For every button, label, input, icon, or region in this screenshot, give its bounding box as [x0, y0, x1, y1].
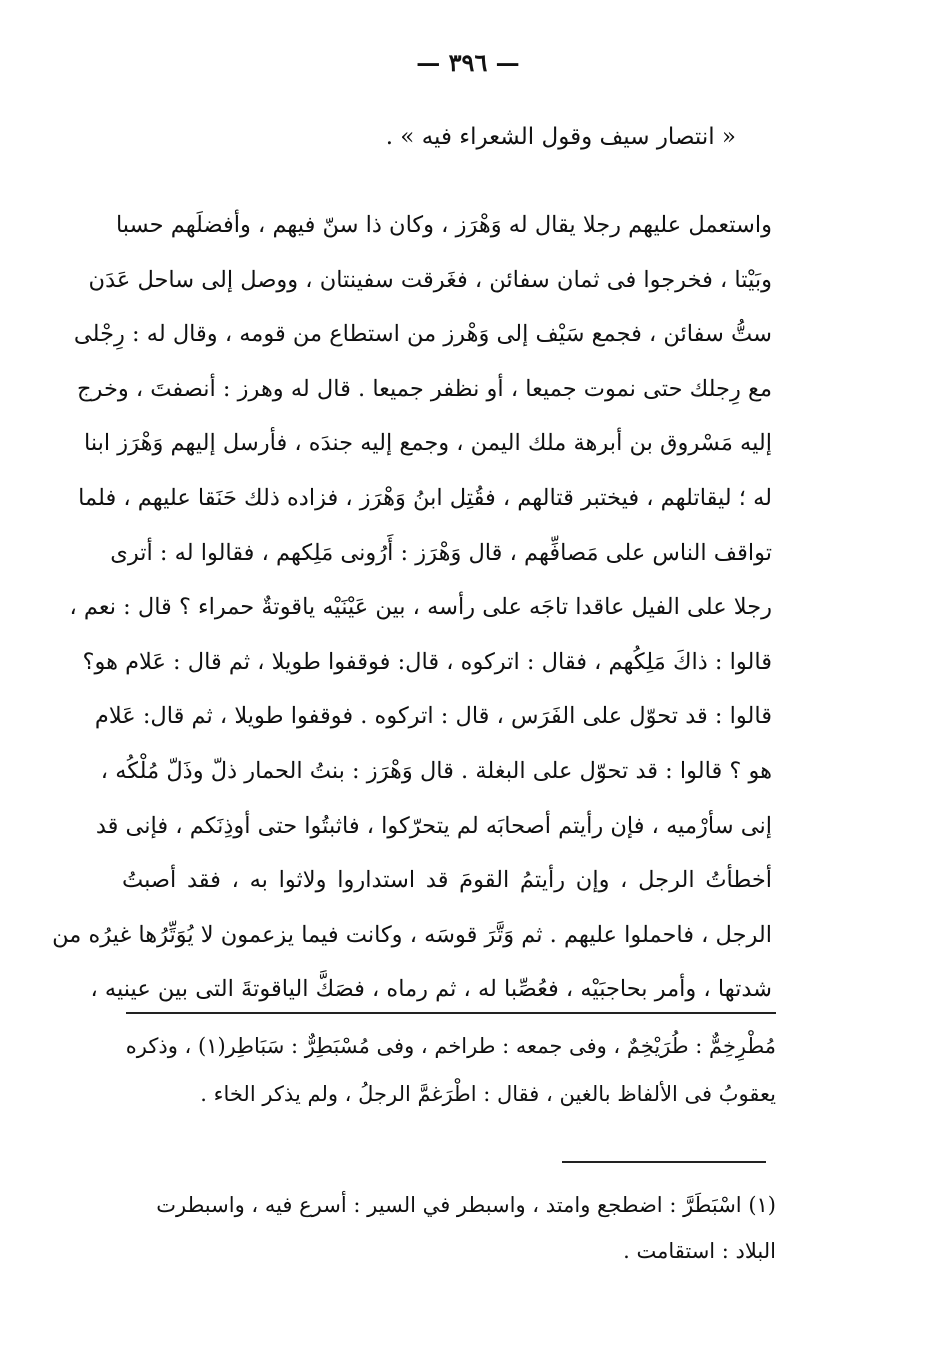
note-line: مُطْرِخِمٌّ : طُرَيْخِمٌ ، وفى جمعه : طراخم ، وفى مُسْبَطِرٌّ : سَبَاطِر(١) ، وذكره — [125, 1034, 776, 1058]
body-line: إنى سأرْميه ، فإن رأيتم أصحابَه لم يتحرّكوا ، فاثبتُوا حتى أوذِنَكم ، فإنى قد — [95, 812, 772, 839]
section-heading: « انتصار سيف وقول الشعراء فيه » . — [385, 124, 736, 150]
body-line: الرجل ، فاحملوا عليهم . ثم وَتَّرَ قوسَه ، وكانت فيما يزعمون لا يُوَتِّرُها غيرُه من — [52, 921, 772, 948]
page-number: — ٣٩٦ — — [416, 48, 520, 77]
footnote-line: البلاد : استقامت . — [623, 1239, 776, 1263]
footnote-divider — [562, 1161, 766, 1163]
body-line: قالوا : ذاكَ مَلِكُهم ، فقال : اتركوه ، قال: فوقفوا طويلا ، ثم قال : عَلام هو؟ — [82, 648, 772, 675]
body-line: إليه مَسْروق بن أبرهة ملك اليمن ، وجمع إليه جندَه ، فأرسل إليهم وَهْرَز ابنا — [83, 430, 772, 457]
body-line: وبَيْتا ، فخرجوا فى ثمان سفائن ، فغَرقت سفينتان ، ووصل إلى ساحل عَدَن — [88, 266, 772, 293]
footnote-block — [156, 1182, 776, 1274]
footnote-line: (١) اسْبَطَرَّ : اضطجع وامتد ، واسبطر في السير : أسرع فيه ، واسبطرت — [156, 1193, 776, 1217]
body-line: هو ؟ قالوا : قد تحوّل على البغلة . قال وَهْرَز : بنتُ الحمار ذلّ وذَلّ مُلْكُه ، — [100, 757, 772, 784]
body-line: مع رِجلك حتى نموت جميعا ، أو نظفر جميعا . قال له وهرز : أنصفتَ ، وخرج — [77, 375, 772, 402]
body-line: قالوا : قد تحوّل على الفَرَس ، قال : اتركوه . فوقفوا طويلا ، ثم قال: عَلام — [94, 703, 772, 730]
body-line: واستعمل عليهم رجلا يقال له وَهْرَز ، وكان ذا سنّ فيهم ، وأفضلَهم حسبا — [115, 212, 772, 238]
note-line: يعقوبُ فى الألفاظ بالغين ، فقال : اطْرَغمَّ الرجلُ ، ولم يذكر الخاء . — [200, 1082, 776, 1106]
notes-block — [125, 1022, 776, 1118]
body-line: له ؛ ليقاتلهم ، فيختبر قتالهم ، فقُتِل ابنُ وَهْرَز ، فزاده ذلك حَنَقا عليهم ، فلما — [78, 484, 772, 511]
body-line: رجلا على الفيل عاقدا تاجَه على رأسه ، بين عَيْنَيْه ياقوتةٌ حمراء ؟ قال : نعم ، — [69, 594, 772, 621]
body-line: تواقف الناس على مَصافِّهم ، قال وَهْرَز : أَرُونى مَلِكهم ، فقالوا له : أترى — [110, 539, 772, 566]
body-line: ستُّ سفائن ، فجمع سَيْف إلى وَهْرز من استطاع من قومه ، وقال له : رِجْلى — [73, 321, 772, 348]
body-line: أخطأتُ الرجل ، وإن رأيتمُ القومَ قد استداروا ولاثوا به ، فقد أصبتُ — [122, 867, 772, 894]
body-line: شدتها ، وأمر بحاجبَيْه ، فعُصِّبا له ، ثم رماه ، فصَكَّ الياقوتةَ التى بين عينيه ، — [90, 976, 772, 1003]
notes-divider — [126, 1012, 776, 1014]
body-text — [52, 198, 772, 1017]
